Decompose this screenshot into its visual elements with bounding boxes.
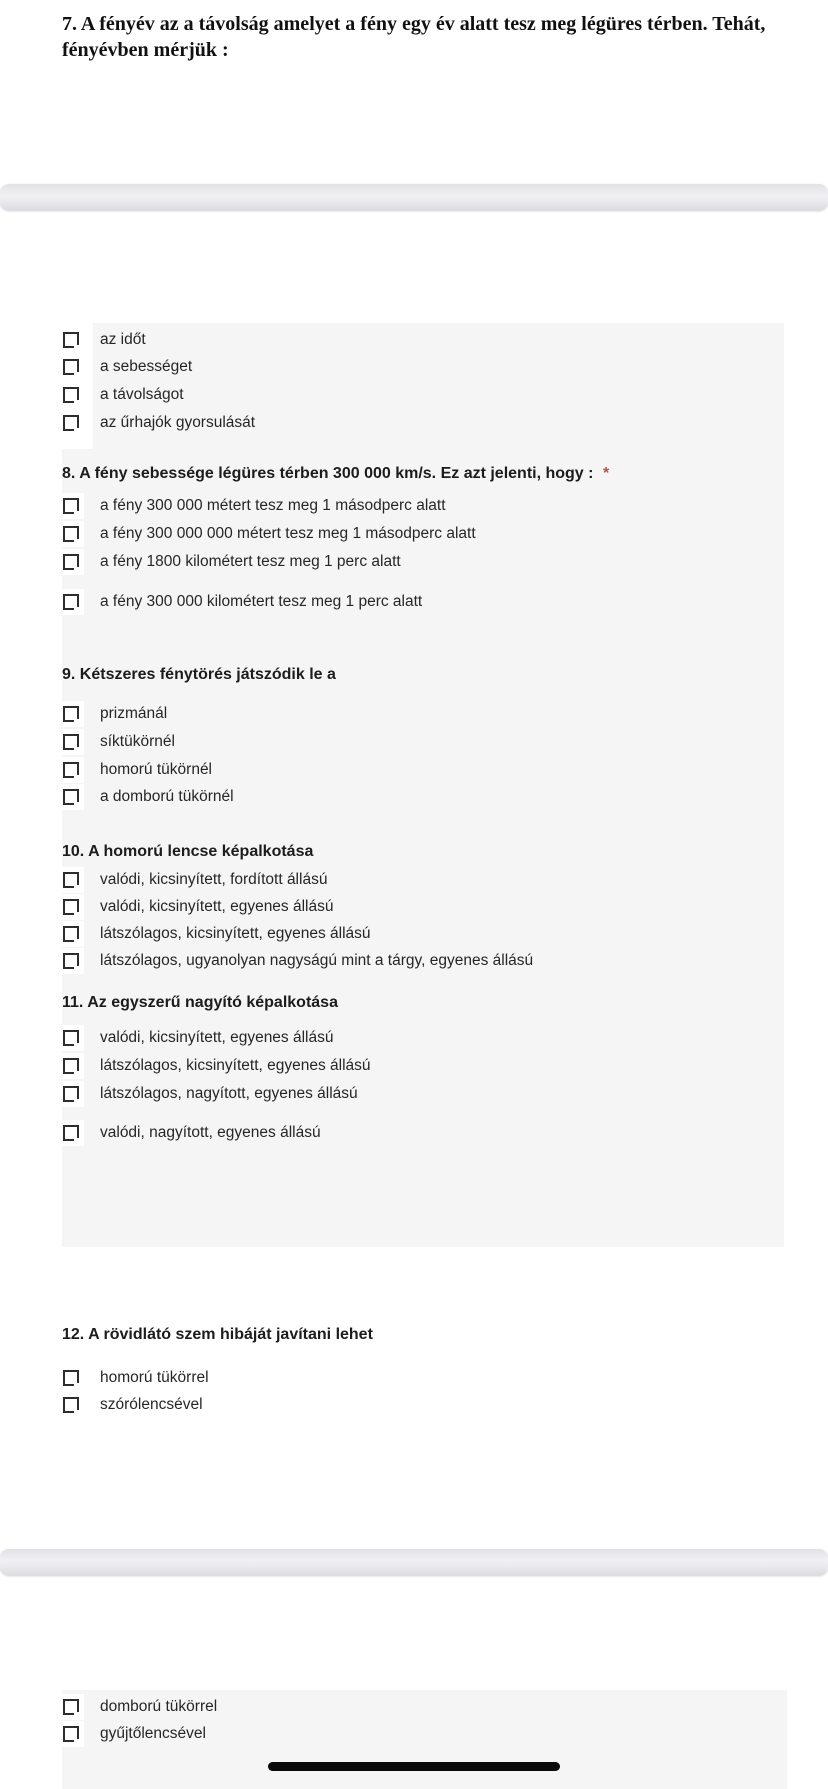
required-asterisk: * <box>602 465 610 482</box>
checkbox-icon[interactable] <box>63 706 79 722</box>
option-row[interactable] <box>63 1392 203 1418</box>
question-10-title: 10. A homorú lencse képalkotása <box>62 843 314 860</box>
option-label: a domború tükörnél <box>100 788 234 805</box>
option-row[interactable] <box>63 729 175 755</box>
option-row[interactable] <box>63 921 371 947</box>
page-separator-band <box>0 1549 828 1575</box>
option-row[interactable] <box>63 493 446 519</box>
page-separator-band <box>0 184 828 210</box>
option-label: valódi, kicsinyített, fordított állású <box>100 871 328 888</box>
checkbox-icon[interactable] <box>63 526 79 542</box>
home-indicator[interactable] <box>268 1762 560 1771</box>
option-label: domború tükörrel <box>100 1698 218 1715</box>
checkbox-icon[interactable] <box>63 1125 79 1141</box>
option-label: homorú tükörnél <box>100 761 213 778</box>
checkbox-icon[interactable] <box>63 359 79 375</box>
option-row[interactable] <box>63 948 533 974</box>
checkbox-icon[interactable] <box>63 789 79 805</box>
checkbox-icon[interactable] <box>63 734 79 750</box>
option-row[interactable] <box>63 1120 321 1146</box>
option-label: a fény 300 000 métert tesz meg 1 másodperc alatt <box>100 497 446 514</box>
option-row[interactable] <box>63 589 422 615</box>
question-7-title-line1: 7. A fényév az a távolság amelyet a fény egy év alatt tesz meg légüres térben. Tehát, <box>62 13 766 35</box>
option-label: látszólagos, ugyanolyan nagyságú mint a tárgy, egyenes állású <box>100 952 534 969</box>
option-label: a távolságot <box>100 386 184 403</box>
checkbox-icon[interactable] <box>63 1030 79 1046</box>
option-row[interactable] <box>63 549 401 575</box>
option-row[interactable] <box>63 382 184 408</box>
option-row[interactable] <box>63 1365 209 1391</box>
option-row[interactable] <box>63 701 167 727</box>
question-12-title: 12. A rövidlátó szem hibáját javítani lehet <box>62 1326 373 1343</box>
option-row[interactable] <box>63 1694 217 1720</box>
option-label: a fény 300 000 kilométert tesz meg 1 perc alatt <box>100 593 423 610</box>
option-row[interactable] <box>63 867 327 893</box>
option-label: gyűjtőlencsével <box>100 1725 206 1742</box>
question-8-title <box>62 465 609 485</box>
checkbox-icon[interactable] <box>63 926 79 942</box>
checkbox-icon[interactable] <box>63 762 79 778</box>
checkbox-icon[interactable] <box>63 498 79 514</box>
option-label: a fény 1800 kilométert tesz meg 1 perc alatt <box>100 553 401 570</box>
checkbox-icon[interactable] <box>63 1726 79 1742</box>
option-label: a sebességet <box>100 358 193 375</box>
option-row[interactable] <box>63 894 333 920</box>
option-label: a fény 300 000 000 métert tesz meg 1 másodperc alatt <box>100 525 476 542</box>
option-row[interactable] <box>63 1053 371 1079</box>
option-label: valódi, nagyított, egyenes állású <box>100 1124 321 1141</box>
option-row[interactable] <box>63 784 234 810</box>
checkbox-icon[interactable] <box>63 1699 79 1715</box>
question-9-title: 9. Kétszeres fénytörés játszódik le a <box>62 666 336 683</box>
question-7-title <box>62 11 828 63</box>
option-label: látszólagos, nagyított, egyenes állású <box>100 1085 358 1102</box>
option-label: szórólencsével <box>100 1396 203 1413</box>
option-label: prizmánál <box>100 705 168 722</box>
option-row[interactable] <box>63 1721 206 1747</box>
option-row[interactable] <box>63 327 146 353</box>
checkbox-icon[interactable] <box>63 1086 79 1102</box>
option-row[interactable] <box>63 521 476 547</box>
checkbox-icon[interactable] <box>63 872 79 888</box>
question-8-title-text: 8. A fény sebessége légüres térben 300 000 km/s. Ez azt jelenti, hogy : <box>62 465 594 482</box>
checkbox-icon[interactable] <box>63 953 79 969</box>
question-7-title-line2: fényévben mérjük : <box>62 39 229 61</box>
checkbox-icon[interactable] <box>63 899 79 915</box>
checkbox-icon[interactable] <box>63 415 79 431</box>
option-row[interactable] <box>63 1081 358 1107</box>
checkbox-icon[interactable] <box>63 1397 79 1413</box>
checkbox-icon[interactable] <box>63 1058 79 1074</box>
checkbox-icon[interactable] <box>63 554 79 570</box>
option-label: látszólagos, kicsinyített, egyenes állású <box>100 1057 371 1074</box>
option-label: az űrhajók gyorsulását <box>100 414 256 431</box>
option-row[interactable] <box>63 354 192 380</box>
option-label: síktükörnél <box>100 733 175 750</box>
option-label: látszólagos, kicsinyített, egyenes állású <box>100 925 371 942</box>
option-label: valódi, kicsinyített, egyenes állású <box>100 898 334 915</box>
option-label: valódi, kicsinyített, egyenes állású <box>100 1029 334 1046</box>
option-label: az időt <box>100 331 146 348</box>
option-label: homorú tükörrel <box>100 1369 209 1386</box>
checkbox-icon[interactable] <box>63 594 79 610</box>
checkbox-icon[interactable] <box>63 1370 79 1386</box>
question-11-title: 11. Az egyszerű nagyító képalkotása <box>62 994 338 1011</box>
option-row[interactable] <box>63 1025 333 1051</box>
option-row[interactable] <box>63 757 212 783</box>
checkbox-icon[interactable] <box>63 387 79 403</box>
checkbox-icon[interactable] <box>63 332 79 348</box>
option-row[interactable] <box>63 410 255 436</box>
